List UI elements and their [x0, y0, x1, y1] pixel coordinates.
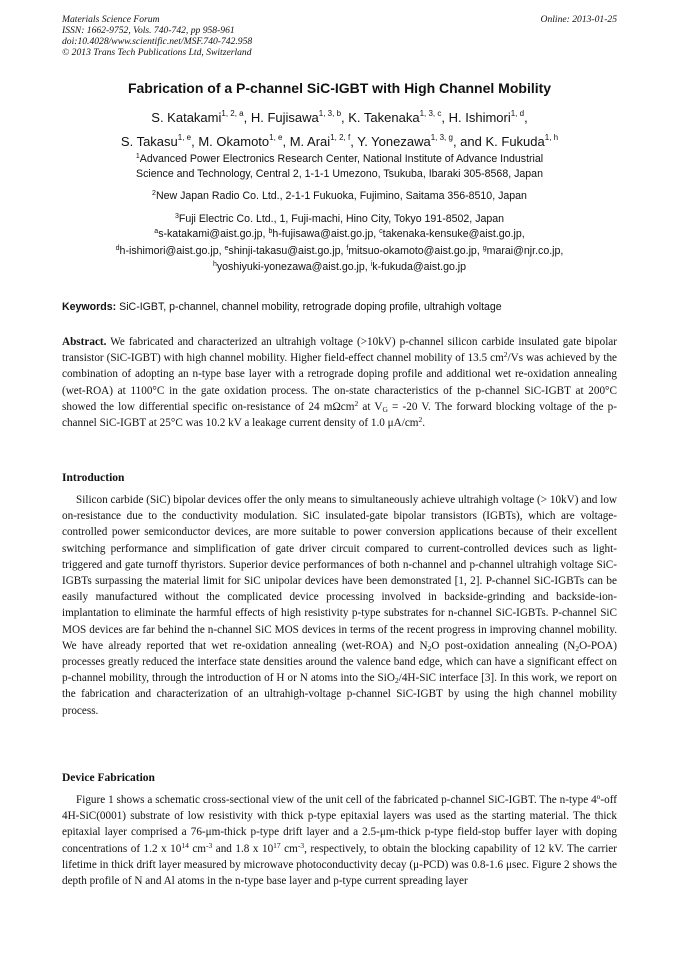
abstract-label: Abstract. [62, 336, 107, 348]
affiliation-text: Science and Technology, Central 2, 1-1-1 Umezono, Tsukuba, Ibaraki 305-8568, Japan [136, 167, 543, 180]
email-address[interactable]: s-katakami@aist.go.jp, [158, 228, 266, 240]
keywords-text: SiC-IGBT, p-channel, channel mobility, retrograde doping profile, ultrahigh voltage [119, 301, 502, 313]
email-key: b [268, 228, 273, 235]
author-superscript: 1, 2, f [330, 133, 351, 142]
abstract-text: /Vs was achieved by the combination of adopting an n-type base layer with a retrograde doping profile and additional wet re-oxidation annealing (wet-ROA) at 1100°C in the gate oxidation process. The on-state characteristics of the p-channel SiC-IGBT at 200°C showed the low differential specific on-resistance of 24 mΩcm [62, 352, 617, 413]
email-key: f [346, 244, 349, 252]
doi-line: doi:10.4028/www.scientific.net/MSF.740-742.958 [62, 36, 253, 47]
email-key: h [212, 261, 217, 268]
email-key: c [379, 228, 383, 235]
superscript: 17 [273, 840, 281, 850]
affiliation-number: 1 [135, 153, 140, 160]
email-key: d [115, 244, 120, 252]
keywords-label: Keywords: [62, 301, 117, 313]
body-text: cm [280, 842, 298, 855]
introduction-paragraph [62, 492, 617, 719]
superscript: -3 [297, 840, 305, 850]
email-address[interactable]: h-ishimori@aist.go.jp, [119, 244, 222, 257]
abstract-text: . [422, 417, 426, 430]
online-date: Online: 2013-01-25 [540, 14, 617, 25]
author-superscript: 1, d [510, 109, 525, 118]
author-name: H. Fujisawa [250, 110, 319, 125]
subscript: G [382, 404, 388, 414]
body-text: O-POA) processes greatly reduced the interface state densities around the valence band edge, which can have a significant effect on p-channel mobility, through the introduction of H or N atoms into the SiO [62, 639, 617, 685]
abstract-text: We fabricated and characterized an ultrahigh voltage (>10kV) p-channel silicon carbide insulated gate bipolar transistor (SiC-IGBT) with high channel mobility. Higher field-effect channel mobility of 13.5 cm [62, 336, 617, 365]
body-text: Silicon carbide (SiC) bipolar devices offer the only means to simultaneously achieve ultrahigh voltage (> 10kV) and low on-resistance due to the conductivity modulation. SiC insulated-gate bipolar transistors (IGBTs), which are voltage-controlled power semiconductor devices, are more suitable to power conversion applications because of their excellent switching performance and simplification of gate driver circuit compared to current-controlled devices such as light-triggered and gate turnoff thyristors. Superior device performances of both n-channel and p-channel ultrahigh voltage SiC-IGBTs surpassing the material limit for SiC unipolar devices have been demonstrated [1, 2]. P-channel SiC-IGBTs can be easily manufactured without the complicated device processing involved in backside-grinding and backside-ion-implantation to eliminate the harmful effects of high resistivity p-type substrates for n-channel SiC-IGBTs. P-channel SiC MOS devices are far behind the n-channel SiC MOS devices in terms of the recent progress in improving channel mobility. We have already reported that wet re-oxidation annealing (wet-ROA) and N [62, 494, 617, 652]
section-heading: Introduction [62, 472, 125, 484]
body-text: -off 4H-SiC(0001) substrate of low resistivity with thick p-type epitaxial layers was used as the starting material. The thick epitaxial layer comprised a 76-μm-thick p-type drift layer and a 2.5-μm-thick p-type field-stop buffer layer with doping concentrations of 1.2 x 10 [62, 794, 617, 855]
email-address[interactable]: marai@njr.co.jp, [486, 244, 564, 257]
author-name: M. Okamoto [198, 134, 270, 149]
affiliation-2 [62, 187, 617, 204]
affiliation-number: 3 [174, 212, 179, 220]
copyright-line: © 2013 Trans Tech Publications Ltd, Switzerland [62, 47, 252, 58]
subscript: 2 [427, 643, 432, 653]
author-name: S. Takasu [120, 134, 178, 149]
affiliation-3 [62, 210, 617, 227]
author-name: K. Takenaka [348, 110, 420, 125]
superscript: 2 [354, 398, 359, 408]
author-superscript: 1, 2, a [221, 109, 244, 118]
superscript: -3 [206, 840, 213, 850]
email-address[interactable]: mitsuo-okamoto@aist.go.jp, [348, 244, 480, 257]
issn-line: ISSN: 1662-9752, Vols. 740-742, pp 958-961 [62, 25, 235, 36]
superscript: o [596, 792, 601, 801]
author-name: H. Ishimori [448, 110, 511, 125]
device-fabrication-section [62, 770, 617, 889]
author-superscript: 1, e [269, 133, 283, 142]
journal-header [62, 14, 617, 58]
author-name: M. Arai [289, 134, 331, 149]
email-address[interactable]: shinji-takasu@aist.go.jp, [228, 244, 344, 257]
affiliation-text: New Japan Radio Co. Ltd., 2-1-1 Fukuoka, Fujimino, Saitama 356-8510, Japan [155, 190, 527, 202]
body-text: O post-oxidation annealing (N [431, 639, 576, 652]
email-key: a [154, 228, 159, 235]
author-name: K. Fukuda [485, 134, 545, 149]
author-superscript: 1, 3, c [419, 109, 442, 118]
superscript: 2 [418, 415, 423, 425]
affiliation-list [62, 150, 617, 232]
body-text: Figure 1 shows a schematic cross-sectional view of the unit cell of the fabricated p-channel SiC-IGBT. The n-type 4 [76, 794, 597, 806]
fabrication-paragraph [62, 792, 617, 889]
author-name: Y. Yonezawa [357, 134, 431, 149]
author-superscript: 1, 3, g [430, 133, 453, 142]
affiliation-1 [62, 150, 617, 181]
abstract-text: = -20 V. The forward blocking voltage of the p-channel SiC-IGBT at 25°C was 10.2 kV a leakage current density of 1.0 μA/cm [62, 400, 617, 430]
email-address[interactable]: k-fukuda@aist.go.jp [372, 261, 467, 273]
affiliation-number: 2 [152, 190, 156, 197]
author-name: S. Katakami [151, 110, 222, 125]
email-address[interactable]: takenaka-kensuke@aist.go.jp, [382, 228, 525, 240]
author-superscript: 1, h [544, 133, 559, 142]
email-key: i [370, 261, 373, 268]
email-key: e [224, 244, 229, 252]
email-list [62, 225, 617, 275]
affiliation-text: Fuji Electric Co. Ltd., 1, Fuji-machi, Hino City, Tokyo 191-8502, Japan [178, 212, 505, 225]
body-text: , respectively, to obtain the blocking capability of 12 kV. The carrier lifetime in thick drift layer measured by microwave photoconductivity decay (μ-PCD) was 0.8-1.6 μsec. Figure 2 shows the depth profile of N and Al atoms in the n-type base layer and p-type current spreading layer [62, 842, 617, 888]
body-text: cm [188, 842, 206, 855]
body-text: /4H-SiC interface [3]. In this work, we report on the fabrication and characterization of an ultrahigh-voltage p-channel SiC-IGBT by using the high channel mobility process. [62, 672, 618, 717]
body-text: and 1.8 x 10 [212, 842, 274, 855]
section-heading: Device Fabrication [62, 772, 155, 784]
abstract-text: at V [358, 400, 383, 413]
subscript: 2 [575, 643, 580, 653]
abstract-paragraph [62, 334, 617, 431]
author-superscript: 1, 3, b [318, 109, 342, 118]
email-address[interactable]: yoshiyuki-yonezawa@aist.go.jp, [216, 261, 368, 273]
email-address[interactable]: h-fujisawa@aist.go.jp, [272, 228, 377, 240]
author-superscript: 1, e [177, 133, 192, 142]
author-list: S. Katakami$^{1, 2, a}$, H. Fujisawa$^{1, 3, b}$, K. Takenaka$^{1, 3, c}$, H. Ishimori$^{1, d}$, S. Takasu$^{1, e}$, M. Okamoto$^{1, e}$, M. Arai$^{1, 2, f}$, Y. Yonezawa$^{1, 3, g}$, and K. Fukuda$^{1, h}$ [120, 109, 559, 149]
affiliation-text: Advanced Power Electronics Research Center, National Institute of Advance Industrial [139, 153, 544, 165]
paper-title: Fabrication of a P-channel SiC-IGBT with High Channel Mobility [127, 80, 552, 96]
introduction-section [62, 470, 617, 719]
email-key: g [482, 244, 487, 252]
superscript: 14 [181, 840, 189, 850]
keywords-line [62, 300, 617, 314]
journal-name: Materials Science Forum [62, 14, 160, 25]
superscript: 2 [503, 350, 508, 360]
subscript: 2 [394, 676, 399, 686]
